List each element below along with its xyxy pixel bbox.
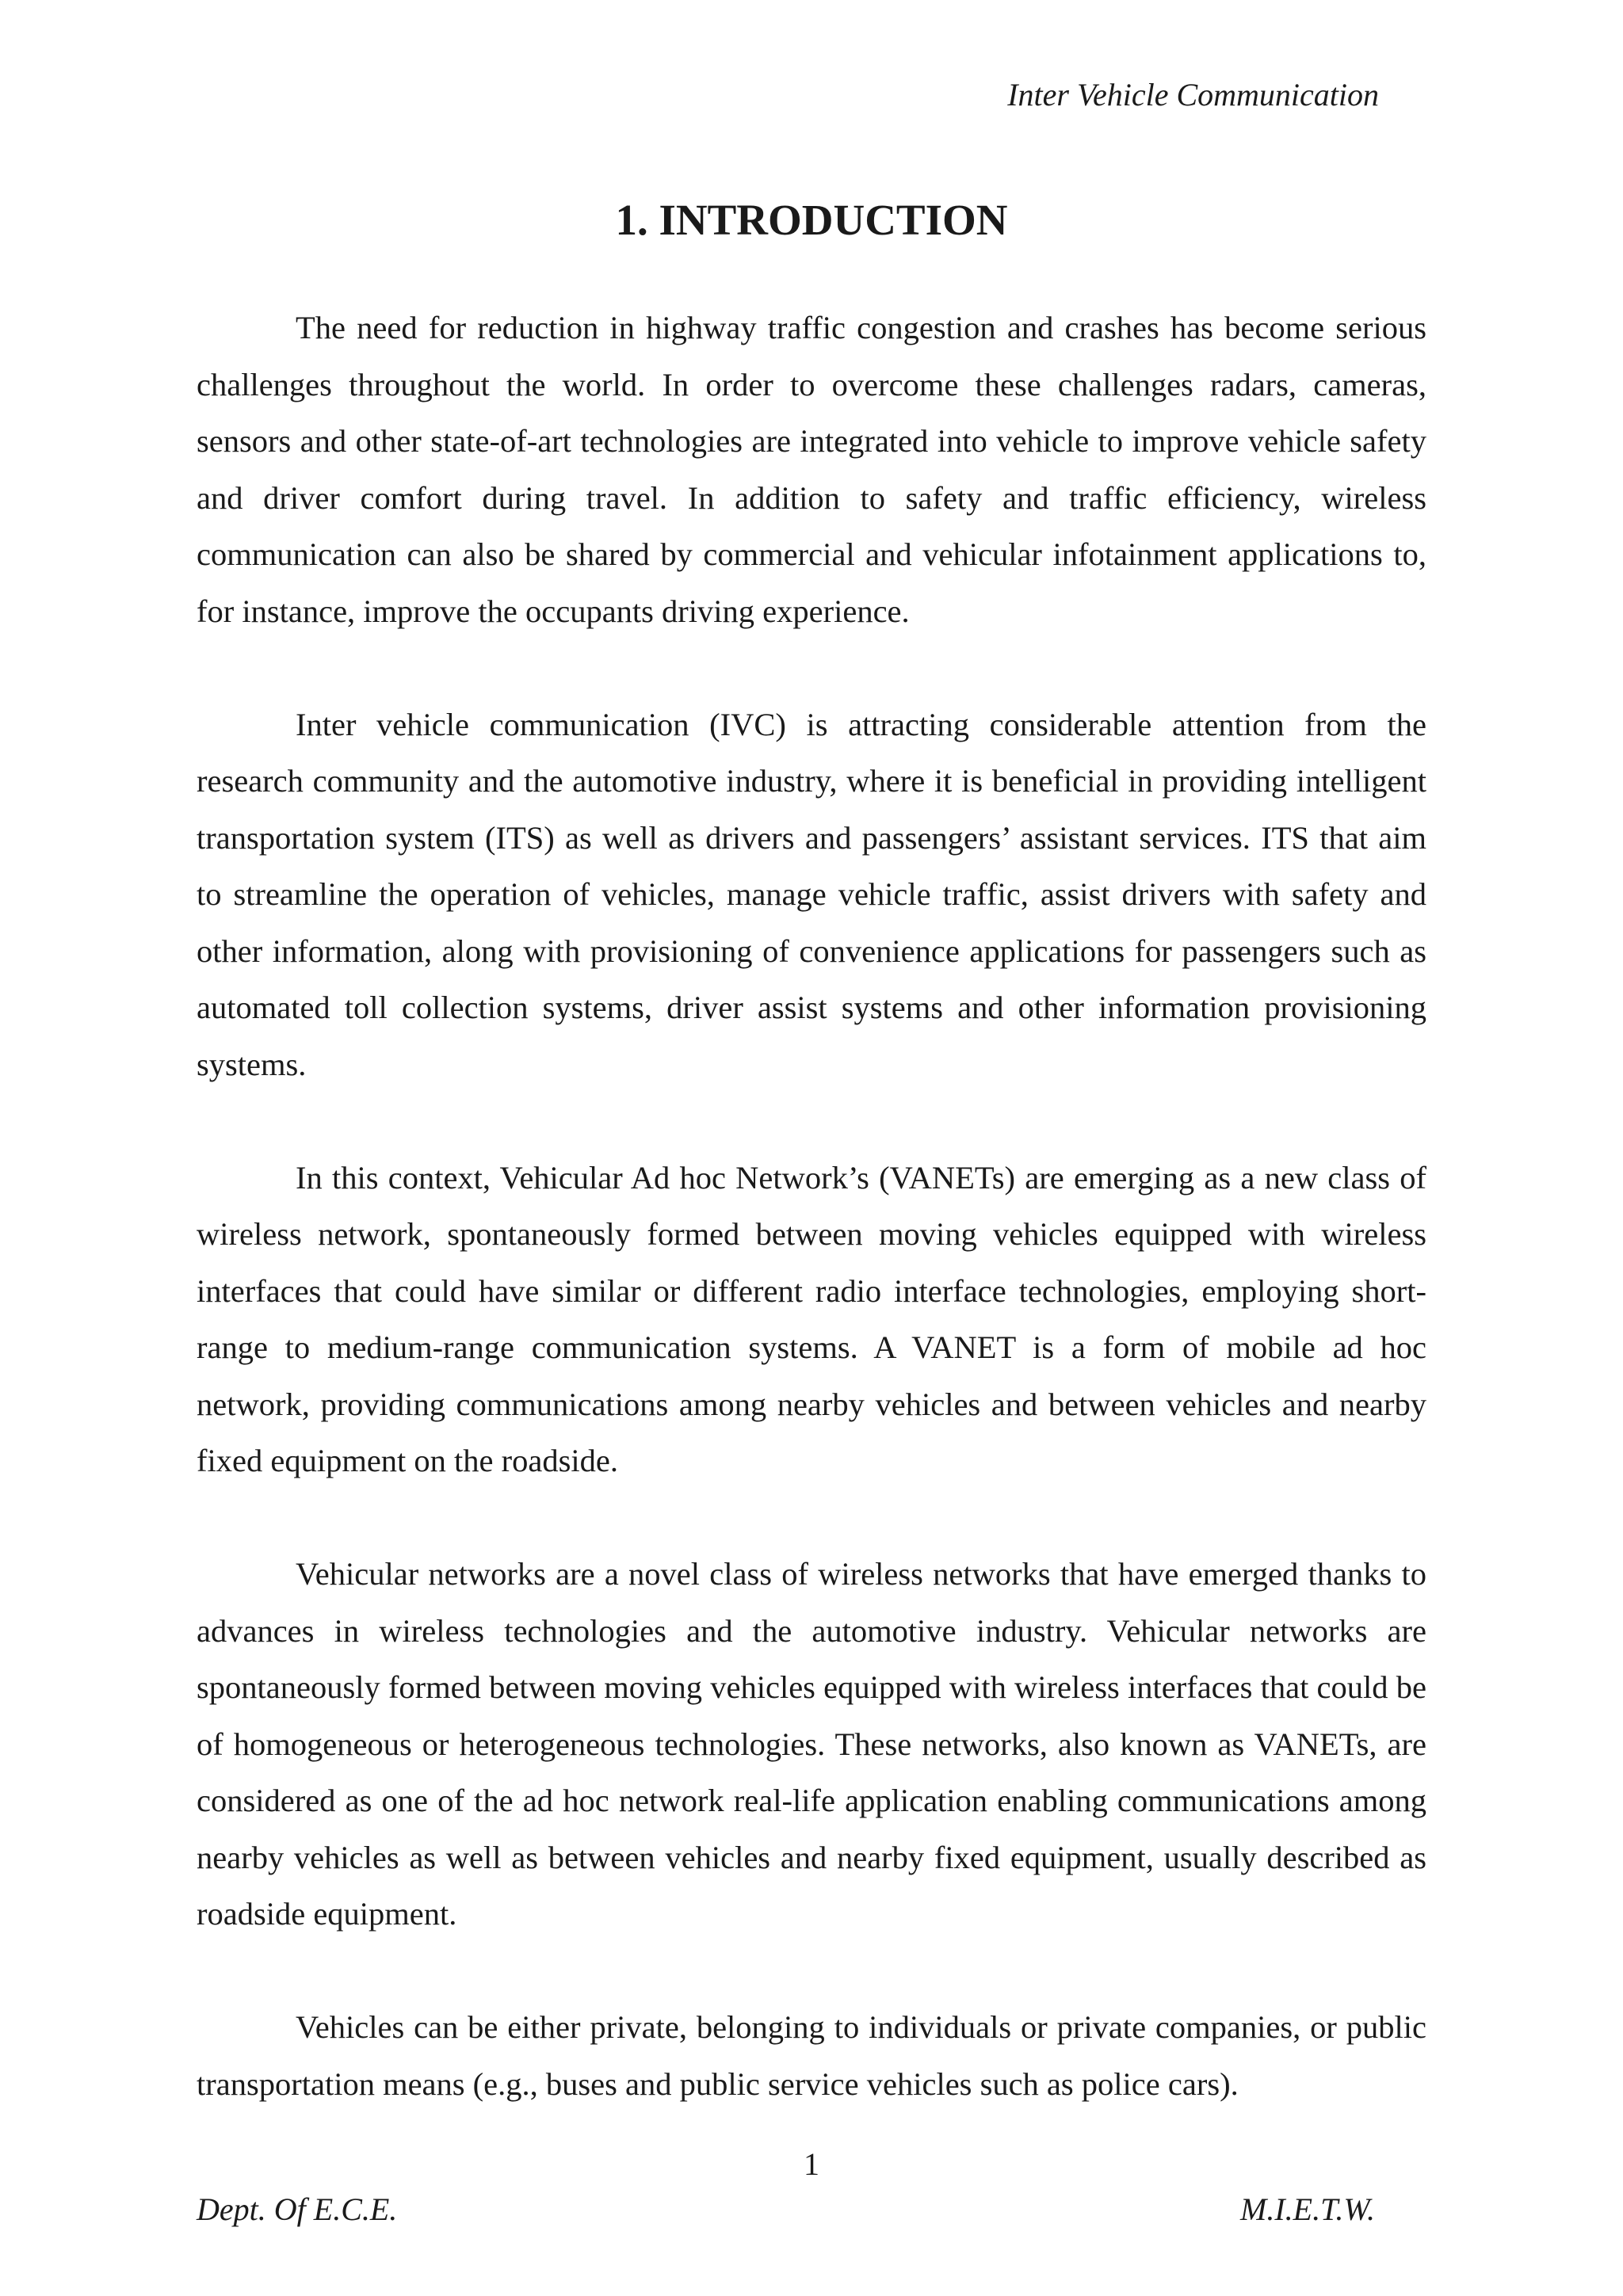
page-number: 1: [804, 2146, 819, 2182]
paragraph-1: The need for reduction in highway traffic congestion and crashes has become serious challenges throughout the world. In order to overcome these challenges radars, cameras, sensors and other state-of-art technologies are integrated into vehicle to improve vehicle safety and driver comfort during travel. In addition to safety and traffic efficiency, wireless communication can also be shared by commercial and vehicular infotainment applications to, for instance, improve the occupants driving experience.: [197, 310, 1426, 629]
paragraph-5: Vehicles can be either private, belonging to individuals or private companies, or public transportation means (e.g., buses and public service vehicles such as police cars).: [197, 2009, 1426, 2102]
body-text: [197, 299, 1426, 2169]
paragraph-3: In this context, Vehicular Ad hoc Network’s (VANETs) are emerging as a new class of wireless network, spontaneously formed between moving vehicles equipped with wireless interfaces that could have similar or different radio interface technologies, employing short-range to medium-range communication systems. A VANET is a form of mobile ad hoc network, providing communications among nearby vehicles and between vehicles and nearby fixed equipment on the roadside.: [197, 1159, 1426, 1478]
chapter-title: 1. INTRODUCTION: [615, 196, 1008, 244]
paragraph-2: Inter vehicle communication (IVC) is attracting considerable attention from the research community and the automotive industry, where it is beneficial in providing intelligent transportation system (ITS) as well as drivers and passengers’ assistant services. ITS that aim to streamline the operation of vehicles, manage vehicle traffic, assist drivers with safety and other information, along with provisioning of convenience applications for passengers such as automated toll collection systems, driver assist systems and other information provisioning systems.: [197, 706, 1426, 1082]
footer-institution: M.I.E.T.W.: [1240, 2191, 1375, 2227]
running-header: Inter Vehicle Communication: [1007, 77, 1379, 113]
paragraph-4: Vehicular networks are a novel class of wireless networks that have emerged thanks to advances in wireless technologies and the automotive industry. Vehicular networks are spontaneously formed between moving vehicles equipped with wireless interfaces that could be of homogeneous or heterogeneous technologies. These networks, also known as VANETs, are considered as one of the ad hoc network real-life application enabling communications among nearby vehicles as well as between vehicles and nearby fixed equipment, usually described as roadside equipment.: [197, 1556, 1426, 1932]
footer-department: Dept. Of E.C.E.: [197, 2191, 398, 2227]
